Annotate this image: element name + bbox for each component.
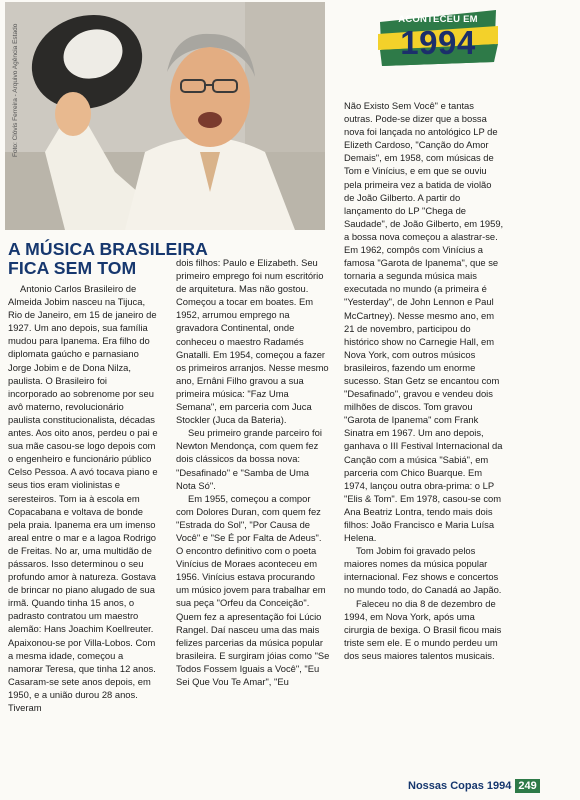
text-column-2 (176, 256, 330, 688)
footer-title: Nossas Copas 1994 (408, 780, 512, 792)
photo-illustration (5, 2, 325, 230)
badge-subtitle: ACONTECEU EM (398, 14, 478, 25)
paragraph: Não Existo Sem Você" e tantas outras. Pode-se dizer que a bossa nova foi lançada no antológico LP de Elizeth Cardoso, "Canção do Amor Demais", em 1958, com músicas de Tom e Vinícius, e em que se ouviu pela primeira vez a batida de violão de João Gilberto. A partir do lançamento do LP "Chega de Saudade", de João Gilberto, em 1959, a bossa nova começou a alastrar-se. Em 1962, compôs com Vinícius a famosa "Garota de Ipanema", que se tornaria a segunda música mais executada no mundo (a primeira é "Yesterday", de John Lennon e Paul McCartney). Nesse mesmo ano, em 21 de novembro, participou do histórico show no Carnegie Hall, em Nova York, com outros músicos brasileiros, fazendo um enorme sucesso. Stan Getz se encantou com "Desafinado", gravou e vendeu dois milhões de discos. Tom gravou "Garota de Ipanema" com Frank Sinatra em 1967. Um ano depois, ganhava o III Festival Internacional da Canção com a música "Sabiá", em parceria com Chico Buarque. Em 1974, lançou outra obra-prima: o LP "Elis & Tom". Em 1978, casou-se com Ana Beatriz Lontra, tendo mais dois filhos: João Francisco e Maria Luísa Helena. (344, 100, 504, 544)
paragraph: Seu primeiro grande parceiro foi Newton Mendonça, com quem fez dois clássicos da bossa nova: "Desafinado" e "Samba de Uma Nota Só". (176, 427, 322, 491)
paragraph: dois filhos: Paulo e Elizabeth. Seu primeiro emprego foi num escritório de arquitetura. Mas não gostou. Começou a tocar em boates. Em 1952, arrumou emprego na gravadora Continental, onde conheceu o maestro Radamés Gnatalli. Em 1954, começou a fazer os primeiros arranjos. Nesse mesmo ano, Ernâni Filho gravou a sua primeira música: "Faz Uma Semana", em parceria com Juca Stockler (Juca da Bateria). (176, 257, 329, 426)
headline-line-1: A MÚSICA BRASILEIRA (8, 239, 208, 259)
text-column-1 (8, 282, 158, 714)
paragraph: Tom Jobim foi gravado pelos maiores nomes da música popular internacional. Fez shows e concertos no mundo todo, do Canadá ao Japão. (344, 545, 502, 596)
page-footer (408, 778, 540, 794)
headline-line-2: FICA SEM TOM (8, 258, 137, 278)
paragraph: Faleceu no dia 8 de dezembro de 1994, em Nova York, após uma cirurgia de bexiga. O Brasil ficou mais triste sem ele. E o mundo perdeu um dos seus maiores talentos musicais. (344, 597, 502, 661)
paragraph: Antonio Carlos Brasileiro de Almeida Jobim nasceu na Tijuca, Rio de Janeiro, em 15 de janeiro de 1927. Um ano depois, sua família mudou para Ipanema. Era filho do diplomata gaúcho e parnasiano Jorge Jobim e de Dona Nilza, paulista. O Brasileiro foi incorporado ao sobrenome por seu avô materno, revolucionário paulista constitucionalista, décadas antes. Aos oito anos, perdeu o pai e sua mãe casou-se logo depois com o engenheiro e funcionário público Celso Pessoa. A avó tocava piano e seus tios eram violinistas e seresteiros. Tom ia à escola em Copacabana e voltava de bonde pela praia. Ipanema era um imenso areal entre o mar e a lagoa Rodrigo de Freitas. No ar, uma multidão de pássaros. Isso determinou o seu profundo amor à natureza. Gostava de brincar no piano alugado de sua irmã. Quando tinha 15 anos, o padrasto contratou um maestro alemão: Hans Joachim Koellreuter. Apaixonou-se por Villa-Lobos. Com a mesma idade, começou a namorar Teresa, que tinha 12 anos. Casaram-se sete anos depois, em 1950, e a união durou 28 anos. Tiveram (8, 283, 158, 713)
badge-year: 1994 (400, 24, 476, 61)
photo-credit (12, 147, 19, 157)
page-number: 249 (515, 779, 539, 793)
paragraph: Em 1955, começou a compor com Dolores Duran, com quem fez "Estrada do Sol", "Por Causa de Você" e "Se É por Falta de Adeus". O encontro definitivo com o poeta Vinícius de Moraes aconteceu em 1956. Vinícius estava procurando um músico jovem para trabalhar em sua peça "Orfeu da Conceição". Quem fez a apresentação foi Lúcio Rangel. Daí nasceu uma das mais felizes parcerias da música popular brasileira. E surgiram jóias como "Se Todos Fossem Iguais a Você", "Eu Sei Que Vou Te Amar", "Eu (176, 492, 330, 687)
tom-jobim-photo (5, 2, 325, 230)
text-column-3 (344, 99, 504, 662)
